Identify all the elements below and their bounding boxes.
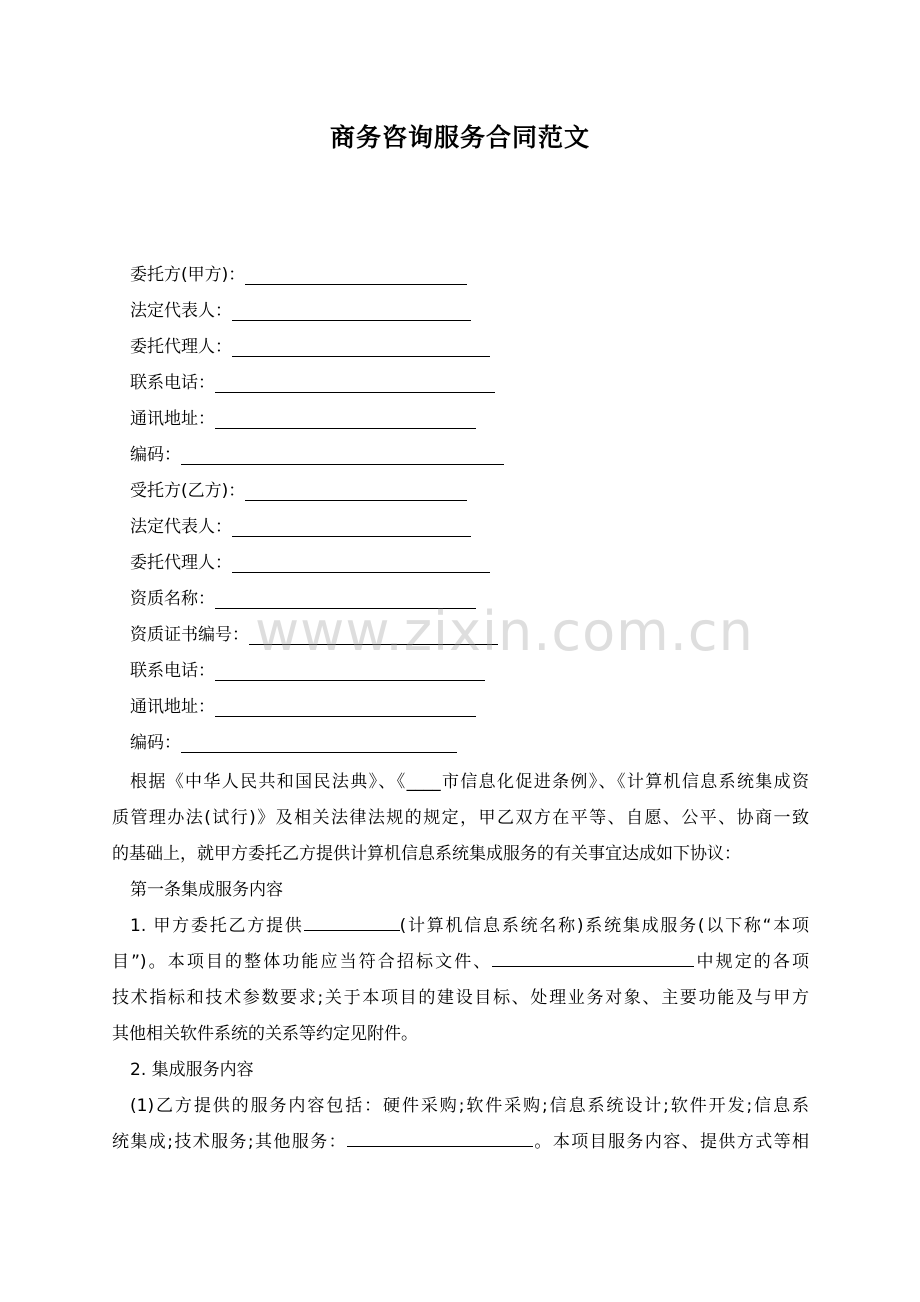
fill-in-line bbox=[249, 622, 498, 645]
form-field-phone-a bbox=[130, 370, 495, 396]
field-label: 委托代理人： bbox=[130, 337, 232, 357]
fill-in-line bbox=[347, 1124, 533, 1147]
field-label: 资质名称： bbox=[130, 589, 215, 609]
watermark: www.zixin.com.cn bbox=[255, 600, 754, 663]
field-label: 委托代理人： bbox=[130, 553, 232, 573]
form-field-postcode-b bbox=[130, 730, 457, 756]
form-field-address-a bbox=[130, 406, 476, 432]
field-label: 法定代表人： bbox=[130, 301, 232, 321]
item-text: 统集成;技术服务;其他服务： bbox=[112, 1132, 348, 1152]
fill-in-line bbox=[492, 944, 694, 967]
fill-in-line bbox=[181, 442, 504, 465]
fill-in-line bbox=[245, 262, 467, 285]
fill-in-line bbox=[215, 586, 476, 609]
intro-line: 质管理办法(试行)》及相关法律法规的规定，甲乙双方在平等、自愿、公平、协商一致 bbox=[112, 808, 809, 828]
item-text: 。本项目服务内容、提供方式等相 bbox=[533, 1132, 809, 1152]
field-label: 通讯地址： bbox=[130, 409, 215, 429]
item-text: (计算机信息系统名称)系统集成服务(以下称“本项 bbox=[399, 916, 809, 936]
form-field-party-a bbox=[130, 262, 467, 288]
fill-in-line bbox=[215, 370, 495, 393]
item-1-line bbox=[112, 908, 809, 944]
intro-line: 根据《中华人民共和国民法典》、《____市信息化促进条例》、《计算机信息系统集成资 bbox=[130, 772, 809, 792]
form-field-agent-a bbox=[130, 334, 490, 360]
fill-in-line bbox=[232, 550, 490, 573]
article-1-section bbox=[112, 872, 809, 1160]
field-label: 资质证书编号： bbox=[130, 625, 249, 645]
form-field-postcode-a bbox=[130, 442, 504, 468]
item-1-line: 技术指标和技术参数要求;关于本项目的建设目标、处理业务对象、主要功能及与甲方 bbox=[112, 988, 809, 1008]
form-field-address-b bbox=[130, 694, 476, 720]
intro-line: 的基础上，就甲方委托乙方提供计算机信息系统集成服务的有关事宜达成如下协议： bbox=[112, 844, 741, 864]
field-label: 联系电话： bbox=[130, 661, 215, 681]
intro-paragraph bbox=[112, 764, 809, 872]
field-label: 委托方(甲方)： bbox=[130, 265, 246, 285]
field-label: 受托方(乙方)： bbox=[130, 481, 246, 501]
form-field-phone-b bbox=[130, 658, 485, 684]
item-text: 1. 甲方委托乙方提供 bbox=[130, 916, 304, 936]
document-title: 商务咨询服务合同范文 bbox=[329, 123, 590, 152]
fill-in-line bbox=[232, 514, 471, 537]
form-field-legal-rep-b bbox=[130, 514, 471, 540]
field-label: 编码： bbox=[130, 445, 181, 465]
form-field-agent-b bbox=[130, 550, 490, 576]
fill-in-line bbox=[215, 694, 476, 717]
form-field-qualification-name bbox=[130, 586, 476, 612]
item-1-line: 其他相关软件系统的关系等约定见附件。 bbox=[112, 1024, 418, 1044]
item-text: 目”)。本项目的整体功能应当符合招标文件、 bbox=[112, 952, 493, 972]
item-1-line bbox=[112, 944, 809, 980]
field-label: 编码： bbox=[130, 733, 181, 753]
fill-in-line bbox=[215, 658, 485, 681]
fill-in-line bbox=[232, 334, 490, 357]
fill-in-line bbox=[245, 478, 467, 501]
form-field-legal-rep-a bbox=[130, 298, 471, 324]
article-heading: 第一条集成服务内容 bbox=[130, 880, 283, 900]
fill-in-line bbox=[232, 298, 471, 321]
sub-item-line: (1)乙方提供的服务内容包括：硬件采购;软件采购;信息系统设计;软件开发;信息系 bbox=[130, 1096, 809, 1116]
fill-in-line bbox=[304, 908, 400, 931]
form-field-party-b bbox=[130, 478, 467, 504]
sub-item-line bbox=[112, 1124, 809, 1160]
fill-in-line bbox=[181, 730, 457, 753]
form-field-qualification-number bbox=[130, 622, 498, 648]
field-label: 法定代表人： bbox=[130, 517, 232, 537]
item-text: 中规定的各项 bbox=[694, 952, 809, 972]
fill-in-line bbox=[215, 406, 476, 429]
field-label: 通讯地址： bbox=[130, 697, 215, 717]
field-label: 联系电话： bbox=[130, 373, 215, 393]
item-2-heading: 2. 集成服务内容 bbox=[130, 1060, 254, 1080]
